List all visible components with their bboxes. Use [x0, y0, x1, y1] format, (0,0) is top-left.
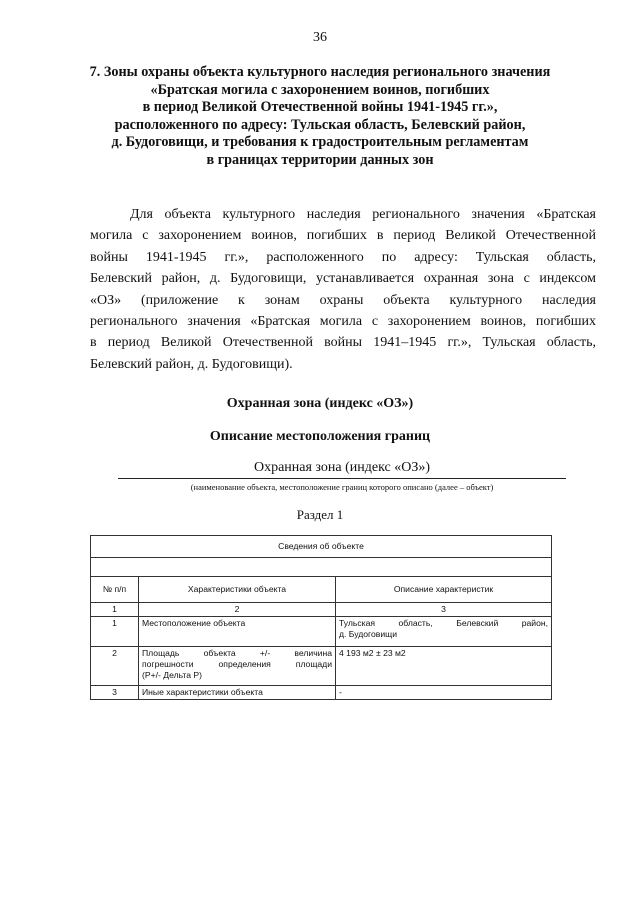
header-num: № п/п — [91, 577, 139, 603]
title-line: д. Будоговищи, и требования к градостроительным регламентам — [111, 134, 529, 150]
paragraph-line: войны 1941-1945 гг.», расположенного по адресу: Тульская область, — [90, 249, 596, 265]
section-title — [70, 64, 570, 169]
description-line: д. Будоговищи — [339, 629, 398, 639]
column-index: 3 — [336, 603, 552, 617]
description-heading: Описание местоположения границ — [209, 429, 431, 444]
zone-name-underline — [118, 478, 566, 479]
header-characteristic: Характеристики объекта — [139, 577, 336, 603]
row-num: 1 — [91, 617, 139, 647]
table-row — [91, 647, 552, 686]
paragraph-line: могила с захоронением воинов, погибших в период Великой Отечественной — [90, 228, 596, 244]
characteristic-line: Площадь объекта +/- величина — [142, 648, 332, 658]
characteristic-line: (Р+/- Дельта Р) — [142, 670, 202, 680]
paragraph-line: регионального значения «Братская могила с захоронением воинов, погибших — [90, 314, 596, 330]
title-line: в период Великой Отечественной войны 1941-1945 гг.», — [142, 99, 498, 115]
title-line: расположенного по адресу: Тульская область, Белевский район, — [114, 116, 526, 133]
title-line: 7. Зоны охраны объекта культурного наследия регионального значения — [89, 64, 551, 80]
row-characteristic: Местоположение объекта — [139, 617, 336, 647]
description-line: Тульская область, Белевский район, — [339, 618, 549, 628]
characteristic-line: погрешности определения площади — [142, 659, 332, 669]
title-line: в границах территории данных зон — [206, 151, 434, 168]
section-label: Раздел 1 — [296, 507, 344, 522]
paragraph-line: Для объекта культурного наследия регионального значения «Братская — [130, 207, 596, 222]
row-description — [336, 617, 552, 647]
title-line: «Братская могила с захоронением воинов, погибших — [150, 81, 490, 98]
table-caption: Сведения об объекте — [91, 536, 552, 558]
row-characteristic — [139, 647, 336, 686]
table-row — [91, 617, 552, 647]
header-description: Описание характеристик — [336, 577, 552, 603]
paragraph-line: Белевский район, д. Будоговищи). — [90, 356, 293, 372]
zone-heading: Охранная зона (индекс «ОЗ») — [226, 396, 414, 411]
paragraph-line: в период Великой Отечественной войны 1941–1945 гг.», Тульская область, — [90, 335, 596, 351]
row-num: 2 — [91, 647, 139, 686]
row-description: - — [336, 686, 552, 700]
body-paragraph — [90, 204, 596, 375]
row-characteristic: Иные характеристики объекта — [139, 686, 336, 700]
table-empty-row — [91, 558, 552, 577]
object-info-table — [90, 535, 552, 700]
row-description: 4 193 м2 ± 23 м2 — [336, 647, 552, 686]
paragraph-line: Белевский район, д. Будоговищи, устанавливается охранная зона с индексом — [90, 271, 596, 287]
zone-name: Охранная зона (индекс «ОЗ») — [253, 460, 431, 475]
table-row — [91, 686, 552, 700]
page-number: 36 — [313, 30, 327, 45]
row-num: 3 — [91, 686, 139, 700]
zone-name-caption: (наименование объекта, местоположение границ которого описано (далее – объект) — [190, 482, 494, 492]
column-index: 1 — [91, 603, 139, 617]
paragraph-line: «ОЗ» (приложение к зонам охраны объекта культурного наследия — [90, 292, 596, 308]
column-index: 2 — [139, 603, 336, 617]
